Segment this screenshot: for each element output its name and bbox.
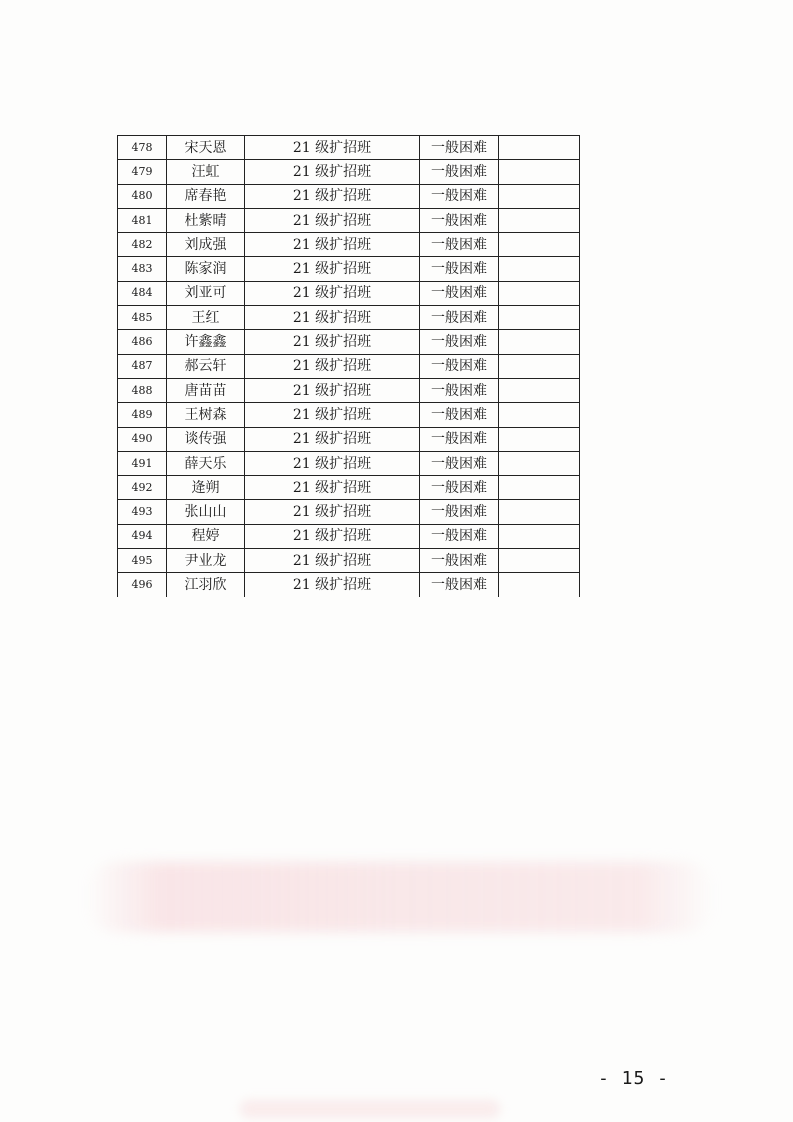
- cell-difficulty-level: 一般困难: [420, 281, 499, 305]
- student-list-table: [117, 135, 580, 597]
- cell-name: 宋天恩: [167, 136, 245, 160]
- cell-number: 487: [118, 354, 167, 378]
- cell-class: 21 级扩招班: [245, 208, 420, 232]
- table-row: [118, 427, 580, 451]
- cell-difficulty-level: 一般困难: [420, 306, 499, 330]
- cell-difficulty-level: 一般困难: [420, 549, 499, 573]
- cell-note: [499, 184, 580, 208]
- table-row: [118, 136, 580, 160]
- cell-name: 刘成强: [167, 233, 245, 257]
- cell-class: 21 级扩招班: [245, 160, 420, 184]
- cell-note: [499, 257, 580, 281]
- table-row: [118, 208, 580, 232]
- cell-name: 江羽欣: [167, 573, 245, 597]
- cell-note: [499, 549, 580, 573]
- cell-number: 490: [118, 427, 167, 451]
- cell-class: 21 级扩招班: [245, 306, 420, 330]
- cell-class: 21 级扩招班: [245, 524, 420, 548]
- cell-difficulty-level: 一般困难: [420, 233, 499, 257]
- cell-number: 478: [118, 136, 167, 160]
- table-row: [118, 476, 580, 500]
- table-row: [118, 403, 580, 427]
- cell-name: 唐苗苗: [167, 378, 245, 402]
- table-row: [118, 524, 580, 548]
- cell-number: 484: [118, 281, 167, 305]
- cell-class: 21 级扩招班: [245, 281, 420, 305]
- cell-number: 488: [118, 378, 167, 402]
- cell-note: [499, 403, 580, 427]
- cell-name: 王红: [167, 306, 245, 330]
- page-number: - 15 -: [598, 1068, 670, 1089]
- table-row: [118, 549, 580, 573]
- cell-difficulty-level: 一般困难: [420, 573, 499, 597]
- cell-difficulty-level: 一般困难: [420, 184, 499, 208]
- cell-difficulty-level: 一般困难: [420, 476, 499, 500]
- cell-class: 21 级扩招班: [245, 427, 420, 451]
- cell-note: [499, 573, 580, 597]
- cell-class: 21 级扩招班: [245, 500, 420, 524]
- cell-number: 496: [118, 573, 167, 597]
- table-row: [118, 306, 580, 330]
- cell-difficulty-level: 一般困难: [420, 451, 499, 475]
- cell-number: 494: [118, 524, 167, 548]
- cell-number: 483: [118, 257, 167, 281]
- cell-class: 21 级扩招班: [245, 476, 420, 500]
- cell-number: 482: [118, 233, 167, 257]
- cell-note: [499, 500, 580, 524]
- table-row: [118, 330, 580, 354]
- cell-number: 481: [118, 208, 167, 232]
- cell-name: 尹业龙: [167, 549, 245, 573]
- cell-number: 493: [118, 500, 167, 524]
- cell-note: [499, 281, 580, 305]
- cell-number: 495: [118, 549, 167, 573]
- cell-number: 485: [118, 306, 167, 330]
- table-row: [118, 451, 580, 475]
- cell-name: 许鑫鑫: [167, 330, 245, 354]
- cell-class: 21 级扩招班: [245, 257, 420, 281]
- cell-name: 薛天乐: [167, 451, 245, 475]
- cell-number: 491: [118, 451, 167, 475]
- table-row: [118, 233, 580, 257]
- table-row: [118, 573, 580, 597]
- cell-class: 21 级扩招班: [245, 184, 420, 208]
- cell-note: [499, 378, 580, 402]
- cell-class: 21 级扩招班: [245, 354, 420, 378]
- cell-name: 席春艳: [167, 184, 245, 208]
- cell-note: [499, 306, 580, 330]
- table-row: [118, 281, 580, 305]
- cell-difficulty-level: 一般困难: [420, 208, 499, 232]
- cell-note: [499, 160, 580, 184]
- cell-name: 王树森: [167, 403, 245, 427]
- cell-name: 程婷: [167, 524, 245, 548]
- table-row: [118, 184, 580, 208]
- table-row: [118, 257, 580, 281]
- cell-difficulty-level: 一般困难: [420, 257, 499, 281]
- cell-class: 21 级扩招班: [245, 378, 420, 402]
- cell-name: 郝云轩: [167, 354, 245, 378]
- cell-name: 陈家润: [167, 257, 245, 281]
- cell-difficulty-level: 一般困难: [420, 500, 499, 524]
- cell-note: [499, 476, 580, 500]
- table-row: [118, 160, 580, 184]
- cell-class: 21 级扩招班: [245, 330, 420, 354]
- cell-difficulty-level: 一般困难: [420, 378, 499, 402]
- cell-difficulty-level: 一般困难: [420, 136, 499, 160]
- cell-note: [499, 427, 580, 451]
- cell-name: 张山山: [167, 500, 245, 524]
- cell-class: 21 级扩招班: [245, 403, 420, 427]
- cell-note: [499, 330, 580, 354]
- cell-class: 21 级扩招班: [245, 451, 420, 475]
- cell-note: [499, 233, 580, 257]
- cell-class: 21 级扩招班: [245, 136, 420, 160]
- cell-number: 486: [118, 330, 167, 354]
- table-row: [118, 354, 580, 378]
- cell-difficulty-level: 一般困难: [420, 330, 499, 354]
- table-row: [118, 500, 580, 524]
- cell-name: 刘亚可: [167, 281, 245, 305]
- cell-note: [499, 354, 580, 378]
- cell-class: 21 级扩招班: [245, 549, 420, 573]
- student-list-table-container: [117, 135, 576, 597]
- cell-difficulty-level: 一般困难: [420, 403, 499, 427]
- cell-name: 杜紫晴: [167, 208, 245, 232]
- cell-name: 汪虹: [167, 160, 245, 184]
- cell-difficulty-level: 一般困难: [420, 524, 499, 548]
- cell-difficulty-level: 一般困难: [420, 427, 499, 451]
- cell-name: 谈传强: [167, 427, 245, 451]
- cell-note: [499, 136, 580, 160]
- cell-difficulty-level: 一般困难: [420, 354, 499, 378]
- cell-class: 21 级扩招班: [245, 573, 420, 597]
- table-body: [118, 136, 580, 597]
- table-row: [118, 378, 580, 402]
- cell-number: 479: [118, 160, 167, 184]
- cell-name: 逄朔: [167, 476, 245, 500]
- cell-note: [499, 451, 580, 475]
- cell-difficulty-level: 一般困难: [420, 160, 499, 184]
- cell-number: 480: [118, 184, 167, 208]
- cell-note: [499, 524, 580, 548]
- faded-stamp-mark-bottom: [240, 1100, 500, 1118]
- cell-number: 492: [118, 476, 167, 500]
- cell-number: 489: [118, 403, 167, 427]
- cell-class: 21 级扩招班: [245, 233, 420, 257]
- cell-note: [499, 208, 580, 232]
- faded-stamp-mark: [85, 862, 715, 932]
